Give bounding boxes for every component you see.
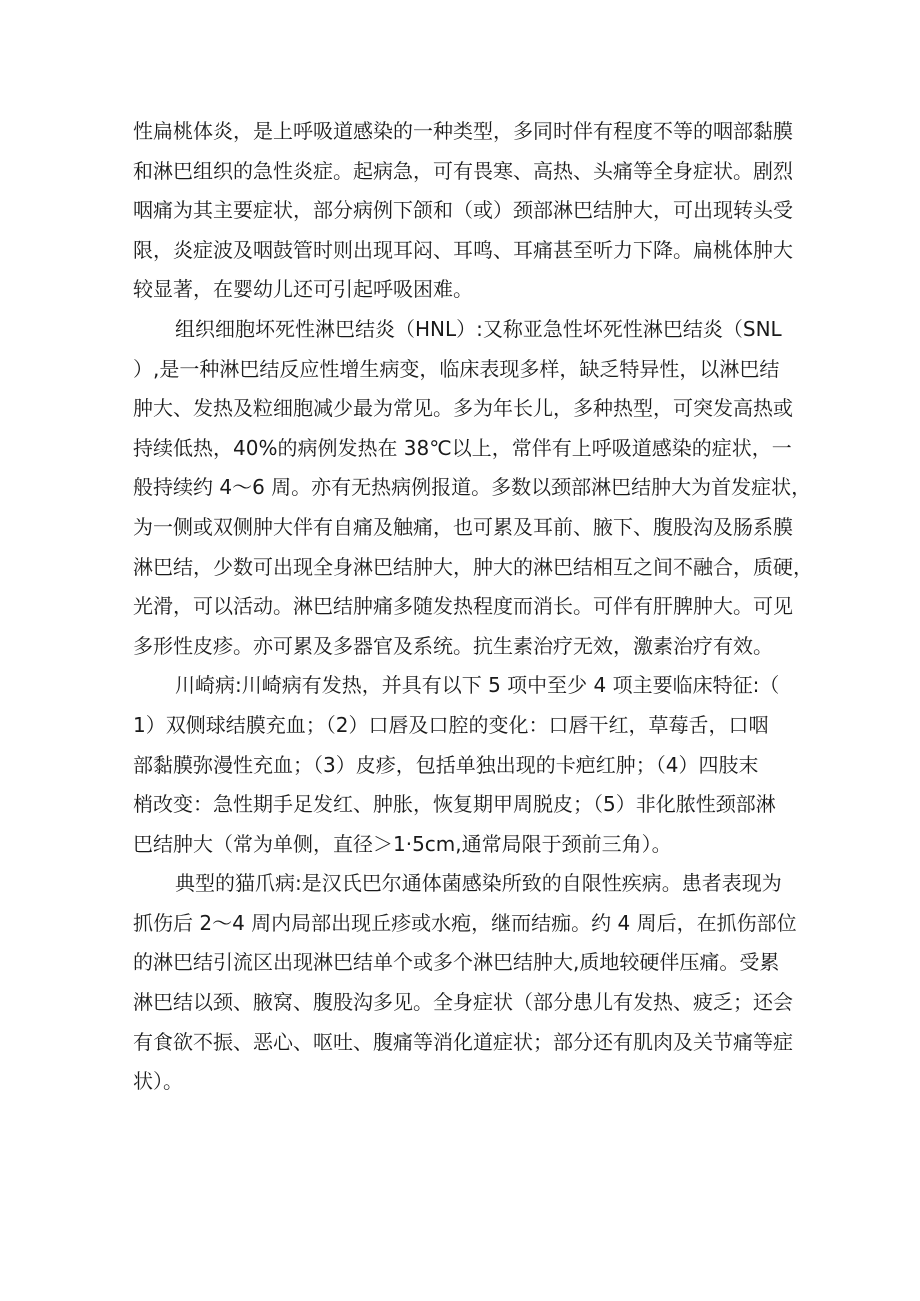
text-line: 性扁桃体炎，是上呼吸道感染的一种类型，多同时伴有程度不等的咽部黏膜 [133,119,793,143]
text-line: 限，炎症波及咽鼓管时则出现耳闷、耳鸣、耳痛甚至听力下降。扁桃体肿大 [133,237,793,262]
text-line: 梢改变：急性期手足发红、肿胀，恢复期甲周脱皮；（5）非化脓性颈部淋 [133,792,776,817]
text-line: 部黏膜弥漫性充血；（3）皮疹，包括单独出现的卡疤红肿；（4）四肢末 [133,752,759,777]
text-line: 光滑，可以活动。淋巴结肿痛多随发热程度而消长。可伴有肝脾肿大。可见 [133,594,793,619]
text-line: 多形性皮疹。亦可累及多器官及系统。抗生素治疗无效，激素治疗有效。 [133,633,773,658]
document-body [133,112,813,1102]
text-line: 为一侧或双侧肿大伴有自痛及触痛，也可累及耳前、腋下、腹股沟及肠系膜 [133,514,793,539]
text-line: 巴结肿大（常为单侧，直径＞1·5cm,通常局限于颈前三角）。 [133,831,672,856]
text-line: 般持续约 4～6 周。亦有无热病例报道。多数以颈部淋巴结肿大为首发症状， [133,475,812,500]
text-line: 和淋巴组织的急性炎症。起病急，可有畏寒、高热、头痛等全身症状。剧烈 [133,158,793,183]
text-line: 状）。 [133,1069,183,1094]
text-line: 的淋巴结引流区出现淋巴结单个或多个淋巴结肿大,质地较硬伴压痛。受累 [133,950,780,975]
text-line: 1）双侧球结膜充血；（2）口唇及口腔的变化：口唇干红，草莓舌，口咽 [133,712,769,737]
paragraph-hnl [133,310,813,666]
paragraph-cat-scratch [133,864,803,1102]
text-line: 典型的猫爪病:是汉氏巴尔通体菌感染所致的自限性疾病。患者表现为 [175,871,782,896]
text-line: ）,是一种淋巴结反应性增生病变，临床表现多样，缺乏特异性，以淋巴结 [133,356,780,381]
text-line: 川崎病:川崎病有发热，并具有以下 5 项中至少 4 项主要临床特征:（ [175,673,780,698]
text-line: 咽痛为其主要症状，部分病例下颌和（或）颈部淋巴结肿大，可出现转头受 [133,198,793,223]
text-line: 淋巴结以颈、腋窝、腹股沟多见。全身症状（部分患儿有发热、疲乏；还会 [133,990,793,1015]
text-line: 较显著，在婴幼儿还可引起呼吸困难。 [133,277,473,302]
text-line: 肿大、发热及粒细胞减少最为常见。多为年长儿，多种热型，可突发高热或 [133,396,793,421]
text-line: 持续低热，40%的病例发热在 38℃以上，常伴有上呼吸道感染的症状，一 [133,435,792,460]
text-line: 组织细胞坏死性淋巴结炎（HNL）:又称亚急性坏死性淋巴结炎（SNL [175,316,782,341]
text-line: 淋巴结，少数可出现全身淋巴结肿大，肿大的淋巴结相互之间不融合，质硬， [133,554,813,579]
text-line: 抓伤后 2～4 周内局部出现丘疹或水疱，继而结痂。约 4 周后，在抓伤部位 [133,910,797,935]
text-line: 有食欲不振、恶心、呕吐、腹痛等消化道症状；部分还有肌肉及关节痛等症 [133,1029,793,1054]
paragraph-tonsillitis [133,112,803,310]
paragraph-kawasaki [133,666,803,864]
